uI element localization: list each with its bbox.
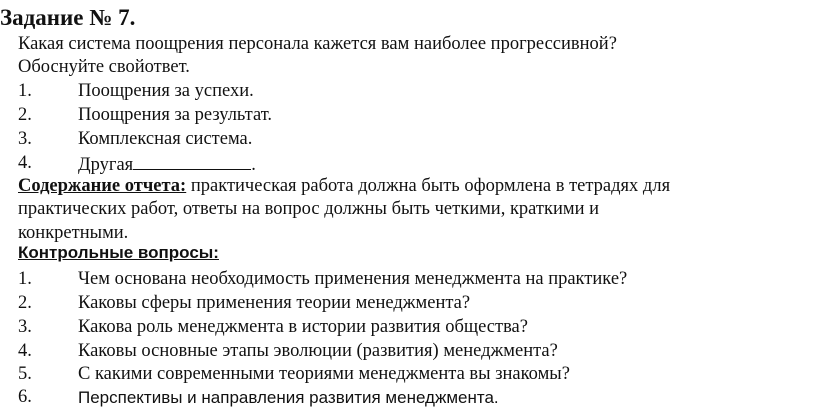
control-question-text: Каковы основные этапы эволюции (развития) менеджмента? [78, 341, 558, 361]
option-text: Другая [78, 155, 134, 175]
control-question-number: 3. [18, 317, 32, 337]
option-suffix: . [251, 155, 256, 175]
question-line-1: Какая система поощрения персонала кажется вам наиболее прогрессивной? [18, 34, 617, 54]
report-label: Содержание отчета: [18, 176, 187, 196]
option-text: Поощрения за успехи. [78, 81, 254, 101]
answer-blank-line [133, 152, 251, 170]
report-section [18, 175, 808, 245]
control-question-number: 5. [18, 364, 32, 384]
question-text [18, 33, 808, 80]
control-question-text: Какова роль менеджмента в истории развития общества? [78, 317, 528, 337]
control-question-text: Чем основана необходимость применения менеджмента на практике? [78, 269, 628, 289]
control-question-number: 1. [18, 269, 32, 289]
control-question-number: 6. [18, 387, 32, 407]
option-number: 3. [18, 129, 32, 149]
control-question-number: 2. [18, 293, 32, 313]
report-line-3: конкретными. [18, 222, 129, 243]
report-line-1: практическая работа должна быть оформлена в тетрадях для [186, 176, 671, 196]
control-questions-heading: Контрольные вопросы: [18, 243, 219, 262]
report-line-2: практических работ, ответы на вопрос должны быть четкими, краткими и [18, 199, 600, 220]
control-question-text: С какими современными теориями менеджмента вы знакомы? [78, 364, 570, 384]
option-number: 4. [18, 153, 32, 173]
option-text: Поощрения за результат. [78, 105, 273, 125]
option-number: 2. [18, 105, 32, 125]
option-number: 1. [18, 81, 32, 101]
control-question-text: Перспективы и направления развития менеджмента. [78, 388, 499, 407]
task-title: Задание № 7. [0, 5, 136, 30]
question-line-2: Обоснуйте свойответ. [18, 57, 190, 78]
option-text: Комплексная система. [78, 129, 253, 149]
control-question-number: 4. [18, 341, 32, 361]
control-question-text: Каковы сферы применения теории менеджмента? [78, 293, 471, 313]
